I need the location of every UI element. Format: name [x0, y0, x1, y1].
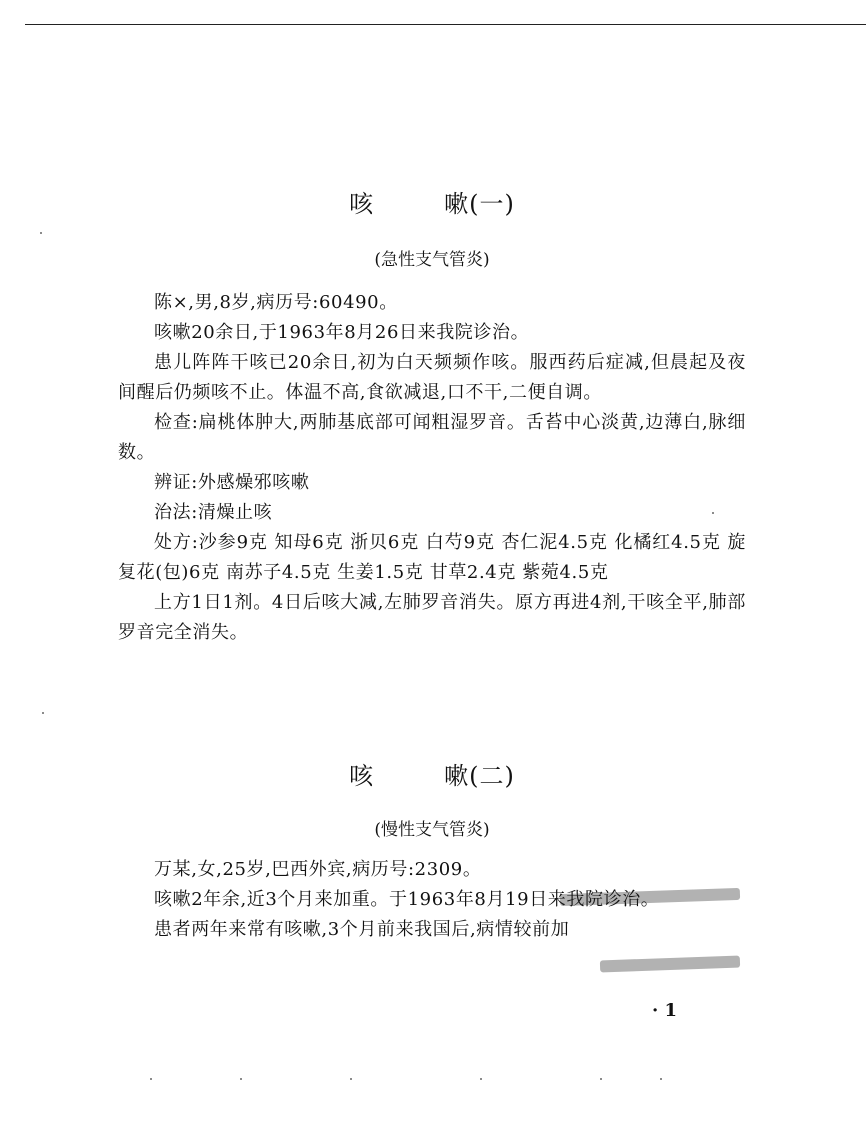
history-2: 患者两年来常有咳嗽,3个月前来我国后,病情较前加 — [154, 919, 570, 940]
chief-complaint-2: 咳嗽2年余,近3个月来加重。于1963年8月19日来我院诊治。 — [154, 889, 660, 910]
outcome: 上方1日1剂。4日后咳大减,左肺罗音消失。原方再进4剂,干咳全平,肺部罗音完全消失。 — [118, 592, 746, 643]
scan-smudge — [600, 956, 740, 973]
diagnosis: 辨证:外感燥邪咳嗽 — [154, 472, 310, 493]
examination: 检查:扁桃体肿大,两肺基底部可闻粗湿罗音。舌苔中心淡黄,边薄白,脉细数。 — [118, 412, 746, 463]
prescription: 处方:沙参9克 知母6克 浙贝6克 白芍9克 杏仁泥4.5克 化橘红4.5克 旋复花(包)6克 南苏子4.5克 生姜1.5克 甘草2.4克 紫菀4.5克 — [118, 532, 746, 583]
section2-subtitle: (慢性支气管炎) — [374, 820, 490, 840]
scan-speck — [712, 512, 714, 514]
history: 患儿阵阵干咳已20余日,初为白天频频作咳。服西药后症减,但晨起及夜间醒后仍频咳不止。体温不高,食欲减退,口不干,二便自调。 — [118, 352, 746, 403]
scan-speck — [40, 232, 42, 234]
section2-title-part-a: 咳 — [349, 762, 375, 790]
chief-complaint: 咳嗽20余日,于1963年8月26日来我院诊治。 — [154, 322, 530, 343]
scan-speck — [42, 712, 44, 714]
top-rule — [25, 24, 866, 25]
scan-speck — [600, 1078, 602, 1080]
scan-speck — [480, 1078, 482, 1080]
treatment-method: 治法:清燥止咳 — [154, 502, 273, 523]
section2-title — [118, 760, 746, 792]
patient-info-2: 万某,女,25岁,巴西外宾,病历号:2309。 — [154, 859, 482, 880]
section1-title-part-a: 咳 — [349, 190, 375, 218]
scan-speck — [150, 1078, 152, 1080]
section1-title-part-b: 嗽(一) — [444, 190, 515, 218]
patient-info: 陈×,男,8岁,病历号:60490。 — [154, 292, 398, 313]
scan-speck — [660, 1078, 662, 1080]
section1-title — [118, 188, 746, 220]
scan-speck — [350, 1078, 352, 1080]
section1-body — [118, 288, 746, 648]
section2-title-part-b: 嗽(二) — [444, 762, 515, 790]
scan-speck — [240, 1078, 242, 1080]
page-number: · 1 — [652, 1000, 678, 1021]
section1-subtitle: (急性支气管炎) — [374, 250, 490, 270]
